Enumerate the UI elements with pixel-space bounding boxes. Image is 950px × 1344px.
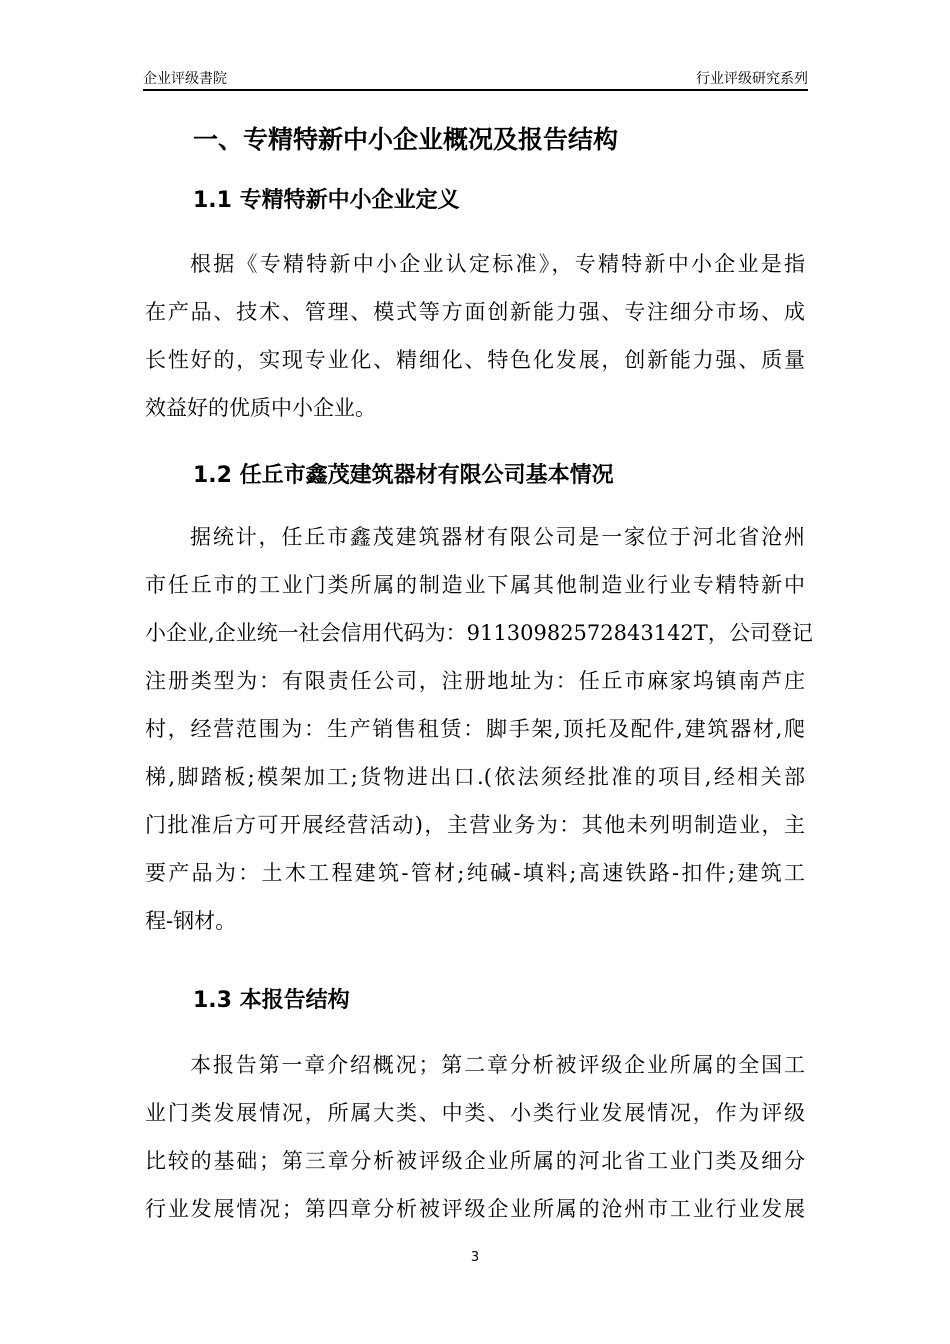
- section-heading: 1.3 本报告结构: [193, 988, 350, 1013]
- paragraph-line: 村，经营范围为：生产销售租赁：脚手架,顶托及配件,建筑器材,爬: [145, 717, 805, 741]
- paragraph-line: 本报告第一章介绍概况；第二章分析被评级企业所属的全国工: [190, 1053, 805, 1077]
- paragraph-line: 要产品为：土木工程建筑-管材;纯碱-填料;高速铁路-扣件;建筑工: [145, 861, 805, 885]
- paragraph-line: 根据《专精特新中小企业认定标准》，专精特新中小企业是指: [190, 252, 805, 276]
- paragraph-line: 梯,脚踏板;模架加工;货物进出口.(依法须经批准的项目,经相关部: [145, 765, 805, 789]
- paragraph-line: 小企业,企业统一社会信用代码为：91130982572843142T，公司登记: [145, 621, 813, 645]
- paragraph-line: 比较的基础；第三章分析被评级企业所属的河北省工业门类及细分: [145, 1149, 805, 1173]
- paragraph-line: 在产品、技术、管理、模式等方面创新能力强、专注细分市场、成: [145, 300, 805, 324]
- section-heading: 1.1 专精特新中小企业定义: [193, 188, 460, 213]
- chapter-title: 一、专精特新中小企业概况及报告结构: [193, 125, 619, 154]
- paragraph-line: 注册类型为：有限责任公司，注册地址为：任丘市麻家坞镇南芦庄: [145, 669, 805, 693]
- paragraph-line: 业门类发展情况，所属大类、中类、小类行业发展情况，作为评级: [145, 1101, 805, 1125]
- header-left: 企业评级書院: [143, 71, 227, 87]
- page-number: 3: [470, 1250, 480, 1265]
- paragraph-line: 程-钢材。: [145, 909, 237, 933]
- paragraph-line: 行业发展情况；第四章分析被评级企业所属的沧州市工业行业发展: [145, 1197, 805, 1221]
- paragraph-line: 据统计，任丘市鑫茂建筑器材有限公司是一家位于河北省沧州: [190, 525, 805, 549]
- header-rule: [143, 89, 808, 91]
- paragraph-line: 效益好的优质中小企业。: [145, 396, 376, 420]
- paragraph-line: 门批准后方可开展经营活动)，主营业务为：其他未列明制造业，主: [145, 813, 805, 837]
- header-right: 行业评级研究系列: [696, 71, 808, 87]
- paragraph-line: 长性好的，实现专业化、精细化、特色化发展，创新能力强、质量: [145, 348, 805, 372]
- section-heading: 1.2 任丘市鑫茂建筑器材有限公司基本情况: [193, 463, 614, 488]
- paragraph-line: 市任丘市的工业门类所属的制造业下属其他制造业行业专精特新中: [145, 573, 805, 597]
